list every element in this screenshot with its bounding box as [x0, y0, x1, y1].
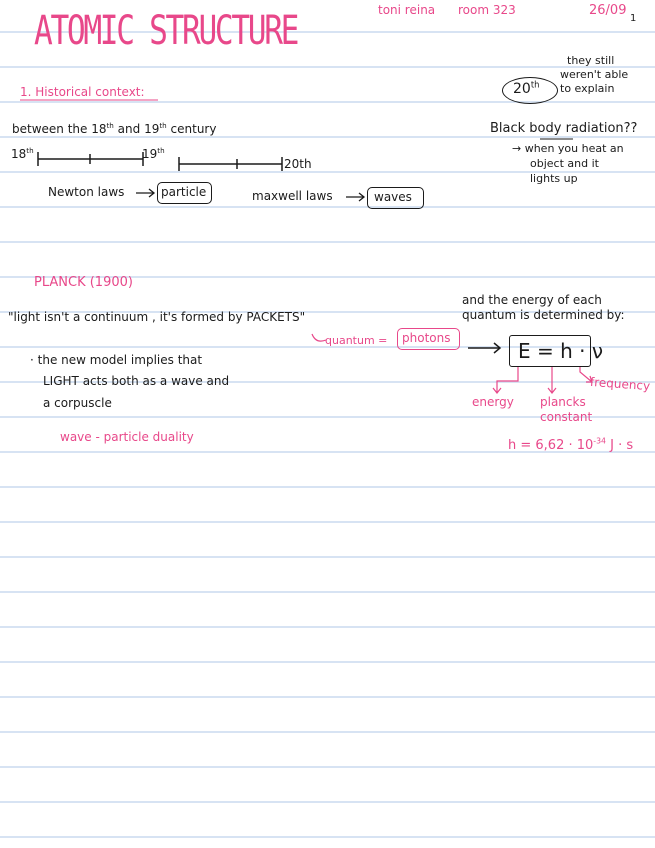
- constant-exp: -34: [593, 436, 607, 446]
- waves-label: waves: [374, 190, 412, 204]
- room-label: room 323: [458, 3, 516, 17]
- page-title: ATOMIC STRUCTURE: [34, 8, 298, 54]
- date-label: 26/09: [589, 3, 627, 18]
- blackbody-line-1: → when you heat an: [512, 142, 624, 155]
- energy-note-line-2: quantum is determined by:: [462, 308, 625, 322]
- quantum-label: quantum =: [325, 334, 388, 347]
- model-line-1: · the new model implies that: [30, 353, 203, 367]
- formula-arrow: [468, 343, 500, 353]
- duality-note: wave - particle duality: [60, 430, 194, 444]
- timeline-end-label: 20th: [284, 157, 312, 171]
- page-number: 1: [630, 13, 637, 24]
- label-frequency: frequency: [589, 374, 651, 394]
- intro-sup-2: th: [159, 121, 167, 130]
- century-badge-sup: th: [530, 79, 540, 90]
- section-heading-historical: 1. Historical context:: [20, 85, 145, 99]
- model-line-2: LIGHT acts both as a wave and: [43, 374, 230, 388]
- maxwell-label: maxwell laws: [252, 189, 333, 203]
- label-constant-2: constant: [540, 410, 593, 424]
- formula-pointers: [493, 367, 592, 393]
- timeline-start-sup: th: [26, 146, 34, 155]
- particle-label: particle: [161, 185, 207, 199]
- timeline: [38, 152, 282, 171]
- constant-base: h = 6,62 · 10: [508, 438, 594, 453]
- label-energy: energy: [472, 395, 514, 409]
- model-line-3: a corpuscle: [43, 396, 112, 410]
- blackbody-line-3: lights up: [530, 172, 578, 185]
- newton-label: Newton laws: [48, 185, 125, 199]
- constant-unit: J · s: [606, 438, 634, 453]
- intro-prefix: between the 18: [12, 122, 107, 136]
- maxwell-arrow: [346, 193, 364, 201]
- century-note-line-2: weren't able: [560, 68, 629, 81]
- newton-arrow: [136, 189, 154, 197]
- section-heading-planck: PLANCK (1900): [34, 275, 133, 290]
- energy-note-line-1: and the energy of each: [462, 293, 602, 307]
- century-note-line-3: to explain: [560, 82, 615, 95]
- intro-mid: and 19: [113, 122, 160, 136]
- quantum-hook-arrow: [312, 334, 326, 341]
- intro-sup-1: th: [106, 121, 114, 130]
- century-badge-base: 20: [513, 81, 531, 97]
- formula-text: E = h · ν: [518, 339, 604, 363]
- blackbody-line-2: object and it: [530, 157, 599, 170]
- author-name: toni reina: [378, 3, 436, 17]
- timeline-mid-sup: th: [157, 146, 165, 155]
- century-note-line-1: they still: [567, 54, 615, 67]
- pointer-frequency: [580, 367, 592, 382]
- planck-quote: "light isn't a continuum , it's formed by PACKETS": [8, 310, 306, 324]
- photons-label: photons: [402, 331, 451, 345]
- blackbody-title: Black body radiation??: [490, 121, 638, 136]
- intro-suffix: century: [166, 122, 217, 136]
- label-constant-1: plancks: [540, 395, 586, 409]
- timeline-mid-base: 19: [142, 147, 158, 161]
- timeline-start-base: 18: [11, 147, 27, 161]
